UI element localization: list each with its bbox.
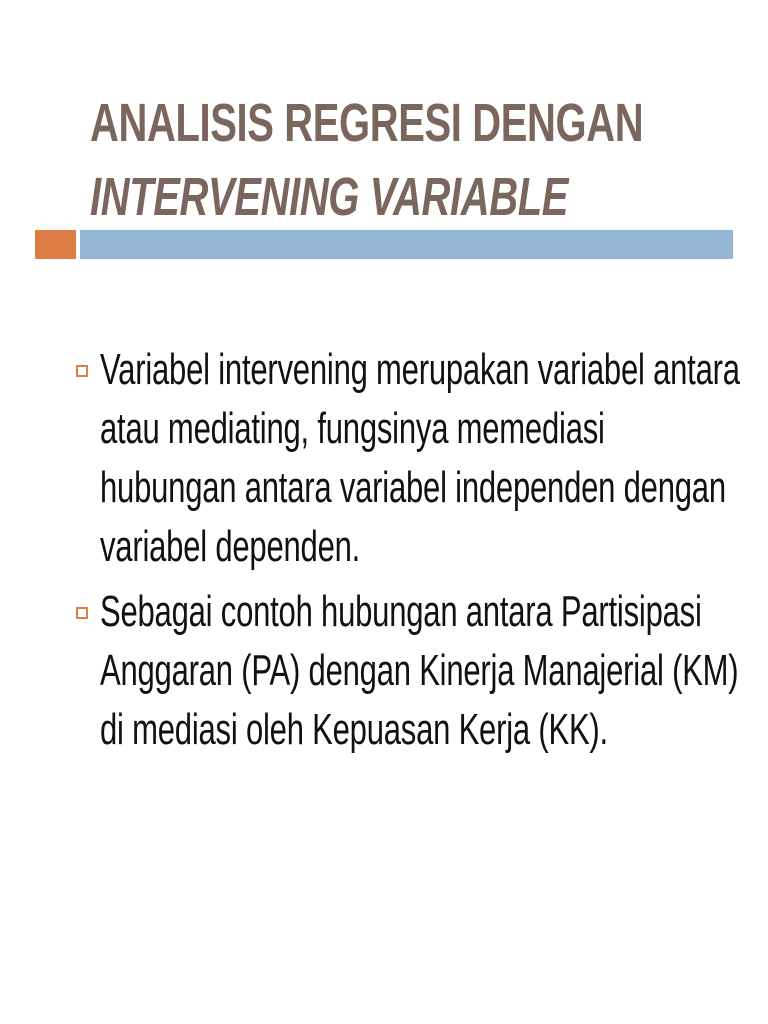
bullet-1-line-4: variabel dependen.	[100, 522, 361, 571]
bullet-2-line-3: di mediasi oleh Kepuasan Kerja (KK).	[100, 705, 608, 754]
square-bullet-icon	[76, 607, 88, 619]
slide-title	[90, 86, 644, 234]
slide-title-line1: ANALISIS REGRESI DENGAN	[90, 93, 644, 153]
bullet-1-line-2: atau mediating, fungsinya memediasi	[100, 404, 605, 453]
square-bullet-icon	[76, 365, 88, 377]
bullet-item-1	[72, 340, 740, 576]
bullet-2-line-1: Sebagai contoh hubungan antara Partisipasi	[100, 587, 702, 636]
bullet-text-1	[100, 340, 740, 576]
bullet-list	[72, 340, 740, 765]
bullet-1-line-3: hubungan antara variabel independen dengan	[100, 463, 726, 512]
accent-square	[35, 230, 76, 259]
bullet-1-line-1: Variabel intervening merupakan variabel antara	[100, 345, 740, 394]
slide-title-line2: INTERVENING VARIABLE	[90, 167, 569, 227]
bullet-2-line-2: Anggaran (PA) dengan Kinerja Manajerial (KM)	[100, 646, 739, 695]
bullet-item-2	[72, 582, 739, 759]
bullet-text-2	[100, 582, 739, 759]
accent-bar	[80, 230, 733, 259]
